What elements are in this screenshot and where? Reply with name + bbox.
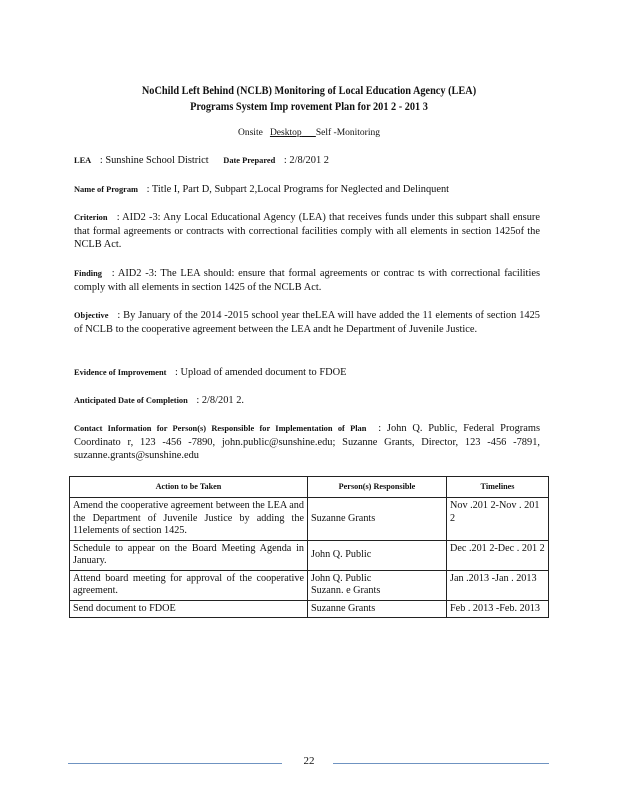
objective-label: Objective — [74, 311, 109, 320]
footer-rule-left — [68, 763, 282, 764]
objective-value: : By January of the 2014 -2015 school year theLEA will have added the 11 elements of section 1425 of NCLB to the cooperative agreement between the LEA andt he Department of Juvenile Justice. — [74, 310, 540, 335]
anticipated-label: Anticipated Date of Completion — [74, 396, 188, 405]
timeline-cell: Dec .201 2-Dec . 201 2 — [447, 540, 549, 570]
table-header-row — [70, 477, 549, 498]
objective-field — [74, 309, 540, 336]
document-title — [80, 83, 538, 115]
table-row — [70, 540, 549, 570]
footer-rule-right — [333, 763, 549, 764]
anticipated-field — [74, 394, 540, 408]
page-number: 22 — [303, 755, 315, 767]
title-line-2: Programs System Imp rovement Plan for 201 2 - 201 3 — [190, 101, 428, 113]
anticipated-value: : 2/8/201 2. — [196, 395, 244, 406]
person-cell: John Q. Public Suzann. e Grants — [308, 570, 447, 600]
action-plan-table — [69, 476, 549, 618]
desktop-label: Desktop — [269, 128, 302, 138]
lea-label: LEA — [74, 156, 92, 165]
lea-field — [74, 154, 540, 168]
criterion-label: Criterion — [74, 213, 108, 222]
monitoring-type — [0, 128, 618, 138]
table-row — [70, 600, 549, 618]
evidence-label: Evidence of Improvement — [74, 368, 167, 377]
evidence-field — [74, 366, 540, 380]
finding-label: Finding — [74, 269, 102, 278]
timeline-cell: Nov .201 2-Nov . 201 2 — [447, 498, 549, 541]
action-cell: Send document to FDOE — [70, 600, 308, 618]
timeline-cell: Feb . 2013 -Feb. 2013 — [447, 600, 549, 618]
action-cell: Amend the cooperative agreement between the LEA and the Department of Juvenile Justice by adding the 11elements of section 1425. — [70, 498, 308, 541]
program-label: Name of Program — [74, 185, 139, 194]
self-monitoring-label: Self -Monitoring — [315, 128, 380, 138]
date-prepared-label: Date Prepared — [223, 156, 276, 165]
column-header-timelines: Timelines — [447, 477, 549, 498]
action-cell: Attend board meeting for approval of the cooperative agreement. — [70, 570, 308, 600]
person-cell: Suzanne Grants — [308, 498, 447, 541]
date-prepared-value: : 2/8/201 2 — [283, 155, 329, 166]
column-header-action: Action to be Taken — [70, 477, 308, 498]
finding-value: : AID2 -3: The LEA should: ensure that formal agreements or contrac ts with correctional facilities comply with all elements in section 1425 of the NCLB Act. — [74, 268, 540, 293]
contact-field — [74, 422, 540, 463]
title-line-1: NoChild Left Behind (NCLB) Monitoring of Local Education Agency (LEA) — [141, 85, 477, 97]
program-value: : Title I, Part D, Subpart 2,Local Programs for Neglected and Delinquent — [146, 184, 450, 195]
contact-value: : John Q. Public, Federal Programs Coordinato r, 123 -456 -7890, john.public@sunshine.edu; Suzanne Grants, Director, 123 -456 -7891, suzanne.grants@sunshine.edu — [74, 423, 540, 461]
table-row — [70, 570, 549, 600]
onsite-label: Onsite — [238, 128, 263, 138]
person-cell: John Q. Public — [308, 540, 447, 570]
timeline-cell: Jan .2013 -Jan . 2013 — [447, 570, 549, 600]
contact-label: Contact Information for Person(s) Responsible for Implementation of Plan — [74, 424, 367, 433]
lea-value: : Sunshine School District — [99, 155, 209, 166]
evidence-value: : Upload of amended document to FDOE — [175, 367, 347, 378]
criterion-field — [74, 211, 540, 252]
action-cell: Schedule to appear on the Board Meeting Agenda in January. — [70, 540, 308, 570]
program-field — [74, 183, 540, 197]
criterion-value: : AID2 -3: Any Local Educational Agency (LEA) that receives funds under this subpart shall ensure that formal agreements or contracts with correctional facilities comply with all elements in section 1425of the NCLB Act. — [74, 212, 540, 250]
column-header-person: Person(s) Responsible — [308, 477, 447, 498]
person-cell: Suzanne Grants — [308, 600, 447, 618]
finding-field — [74, 267, 540, 294]
table-row — [70, 498, 549, 541]
